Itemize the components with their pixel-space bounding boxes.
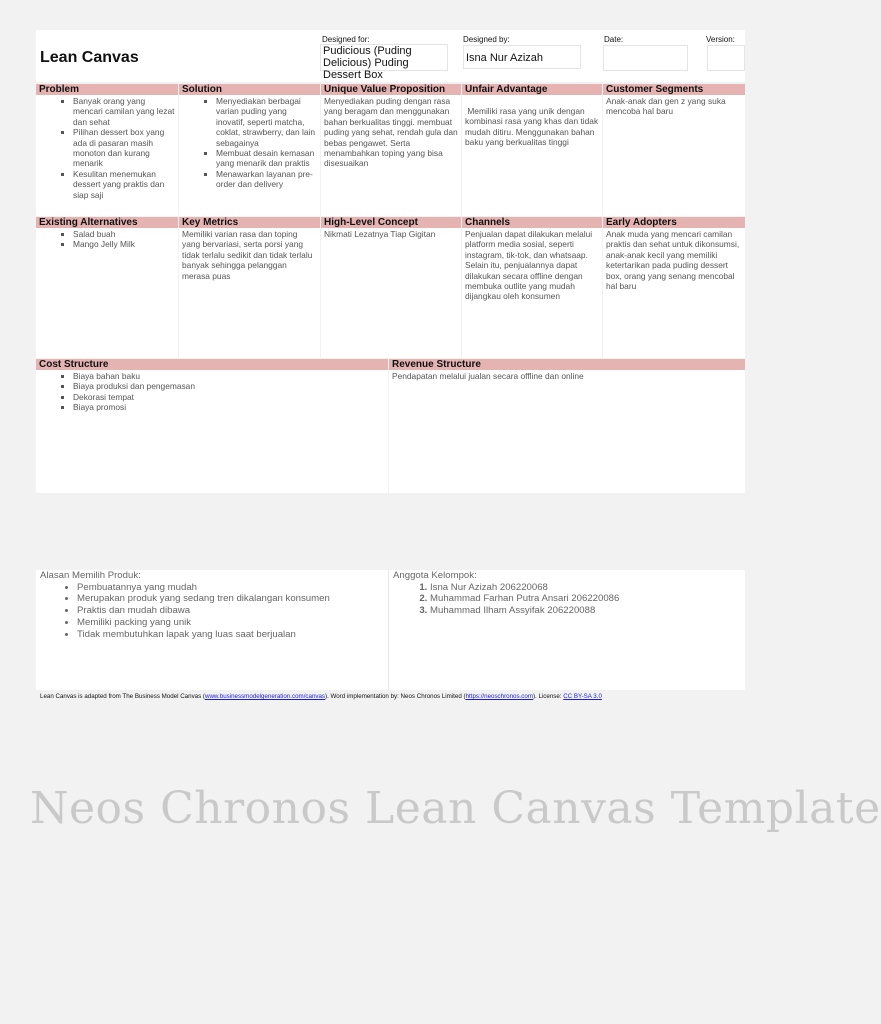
- footnote-text: ). Word implementation by: Neos Chronos Limited (: [325, 693, 466, 700]
- date-field[interactable]: [603, 45, 688, 71]
- list-item: ▪ Kesulitan menemukan dessert yang praktis dan siap saji: [73, 169, 175, 200]
- designed-by-label: Designed by:: [463, 35, 510, 44]
- section-uvp: [321, 84, 461, 216]
- members-list: [393, 582, 741, 617]
- section-customer-segments: [603, 84, 745, 216]
- solution-list: [182, 96, 317, 190]
- section-header: Unique Value Proposition: [321, 84, 461, 95]
- list-item: • Memiliki packing yang unik: [77, 617, 386, 629]
- list-item: 3. Muhammad Ilham Assyifak 206220088: [430, 605, 741, 617]
- designed-for-field[interactable]: Pudicious (Puding Delicious) Puding Dessert Box: [320, 44, 448, 71]
- date-label: Date:: [604, 35, 624, 44]
- page-title: Lean Canvas: [40, 49, 139, 66]
- section-header: Unfair Advantage: [462, 84, 602, 95]
- members-column: [393, 570, 741, 690]
- footnote-text: ). License:: [532, 693, 564, 700]
- segments-text: Anak-anak dan gen z yang suka mencoba hal baru: [606, 96, 726, 117]
- list-item: ▪ Biaya produksi dan pengemasan: [73, 381, 385, 391]
- section-channels: [462, 217, 602, 358]
- watermark-text: Neos Chronos Lean Canvas Template: [30, 783, 881, 834]
- list-item: ▪ Pilihan dessert box yang ada di pasaran masih monoton dan kurang menarik: [73, 127, 175, 169]
- license-link[interactable]: CC BY-SA 3.0: [563, 693, 602, 700]
- solution-list-wrap: [182, 96, 317, 190]
- list-item: • Pembuatannya yang mudah: [77, 582, 386, 594]
- alternatives-list-wrap: [39, 229, 175, 250]
- list-item: • Merupakan produk yang sedang tren dikalangan konsumen: [77, 593, 386, 605]
- list-item: 1. Isna Nur Azizah 206220068: [430, 582, 741, 594]
- reasons-column: [40, 570, 386, 690]
- list-item: • Tidak membutuhkan lapak yang luas saat berjualan: [77, 629, 386, 641]
- list-item: ▪ Mango Jelly Milk: [73, 239, 175, 249]
- business-model-link[interactable]: www.businessmodelgeneration.com/canvas: [204, 693, 326, 700]
- section-high-level-concept: [321, 217, 461, 358]
- footnote: [40, 693, 602, 700]
- channels-text: Penjualan dapat dilakukan melalui platform media sosial, seperti instagram, tik-tok, dan whatsaap. Selain itu, penjualannya dapat dilakukan secara offline dengan membuka outlite yang mudah dijangkau oleh konsumen: [465, 229, 593, 302]
- uvp-text: Menyediakan puding dengan rasa yang beragam dan menggunakan bahan berkualitas tinggi. membuat puding yang sehat, rendah gula dan bebas pengawet. Serta menambahkan toping yang bisa disesuaikan: [324, 96, 458, 169]
- section-header: Solution: [179, 84, 320, 95]
- version-field[interactable]: [707, 45, 745, 71]
- members-title: Anggota Kelompok:: [393, 570, 477, 581]
- unfair-text: Memiliki rasa yang unik dengan kombinasi rasa yang khas dan tidak mudah ditiru. Menggunakan bahan baku yang berkualitas tinggi: [465, 106, 601, 148]
- alternatives-list: [39, 229, 175, 250]
- section-header: Existing Alternatives: [36, 217, 178, 228]
- section-early-adopters: [603, 217, 745, 358]
- section-header: High-Level Concept: [321, 217, 461, 228]
- list-item: ▪ Banyak orang yang mencari camilan yang lezat dan sehat: [73, 96, 175, 127]
- version-label: Version:: [706, 35, 735, 44]
- revenue-text: Pendapatan melalui jualan secara offline dan online: [392, 371, 584, 381]
- list-item: ▪ Menawarkan layanan pre-order dan delivery: [216, 169, 317, 190]
- problem-list: [39, 96, 175, 200]
- section-header: Customer Segments: [603, 84, 745, 95]
- section-header: Key Metrics: [179, 217, 320, 228]
- problem-list-wrap: [39, 96, 175, 200]
- section-header: Cost Structure: [36, 359, 388, 370]
- divider: [388, 570, 389, 690]
- section-existing-alternatives: [36, 217, 178, 358]
- list-item: • Praktis dan mudah dibawa: [77, 605, 386, 617]
- list-item: 2. Muhammad Farhan Putra Ansari 206220086: [430, 593, 741, 605]
- section-cost-structure: [36, 359, 388, 493]
- footnote-text: Lean Canvas is adapted from The Business Model Canvas (: [40, 693, 205, 700]
- canvas-header: [36, 30, 745, 82]
- concept-text: Nikmati Lezatnya Tiap Gigitan: [324, 229, 436, 239]
- section-header: Channels: [462, 217, 602, 228]
- reasons-list: [40, 582, 386, 641]
- list-item: ▪ Biaya promosi: [73, 402, 385, 412]
- section-revenue-structure: [389, 359, 745, 493]
- neoschronos-link[interactable]: https://neoschronos.com: [465, 693, 533, 700]
- metrics-text: Memiliki varian rasa dan toping yang bervariasi, serta porsi yang tidak terlalu sedikit dan tidak terlalu banyak sehingga pelanggan merasa puas: [182, 229, 313, 281]
- section-solution: [179, 84, 320, 216]
- list-item: ▪ Biaya bahan baku: [73, 371, 385, 381]
- section-header: Revenue Structure: [389, 359, 745, 370]
- adopters-text: Anak muda yang mencari camilan praktis dan sehat untuk dikonsumsi, anak-anak kecil yang memiliki ketertarikan pada puding dessert box, orang yang senang mencobal hal baru: [606, 229, 740, 292]
- cost-list: [39, 371, 385, 413]
- section-key-metrics: [179, 217, 320, 358]
- reasons-title: Alasan Memilih Produk:: [40, 570, 141, 581]
- section-unfair-advantage: [462, 84, 602, 216]
- section-header: Early Adopters: [603, 217, 745, 228]
- designed-for-label: Designed for:: [322, 35, 370, 44]
- list-item: ▪ Membuat desain kemasan yang menarik dan praktis: [216, 148, 317, 169]
- additional-info: [36, 570, 745, 690]
- designed-by-field[interactable]: Isna Nur Azizah: [463, 45, 581, 69]
- list-item: ▪ Dekorasi tempat: [73, 392, 385, 402]
- list-item: ▪ Salad buah: [73, 229, 175, 239]
- list-item: ▪ Menyediakan berbagai varian puding yang inovatif, seperti matcha, coklat, strawberry, dan lain sebagainya: [216, 96, 317, 148]
- section-problem: [36, 84, 178, 216]
- section-header: Problem: [36, 84, 178, 95]
- cost-list-wrap: [39, 371, 385, 413]
